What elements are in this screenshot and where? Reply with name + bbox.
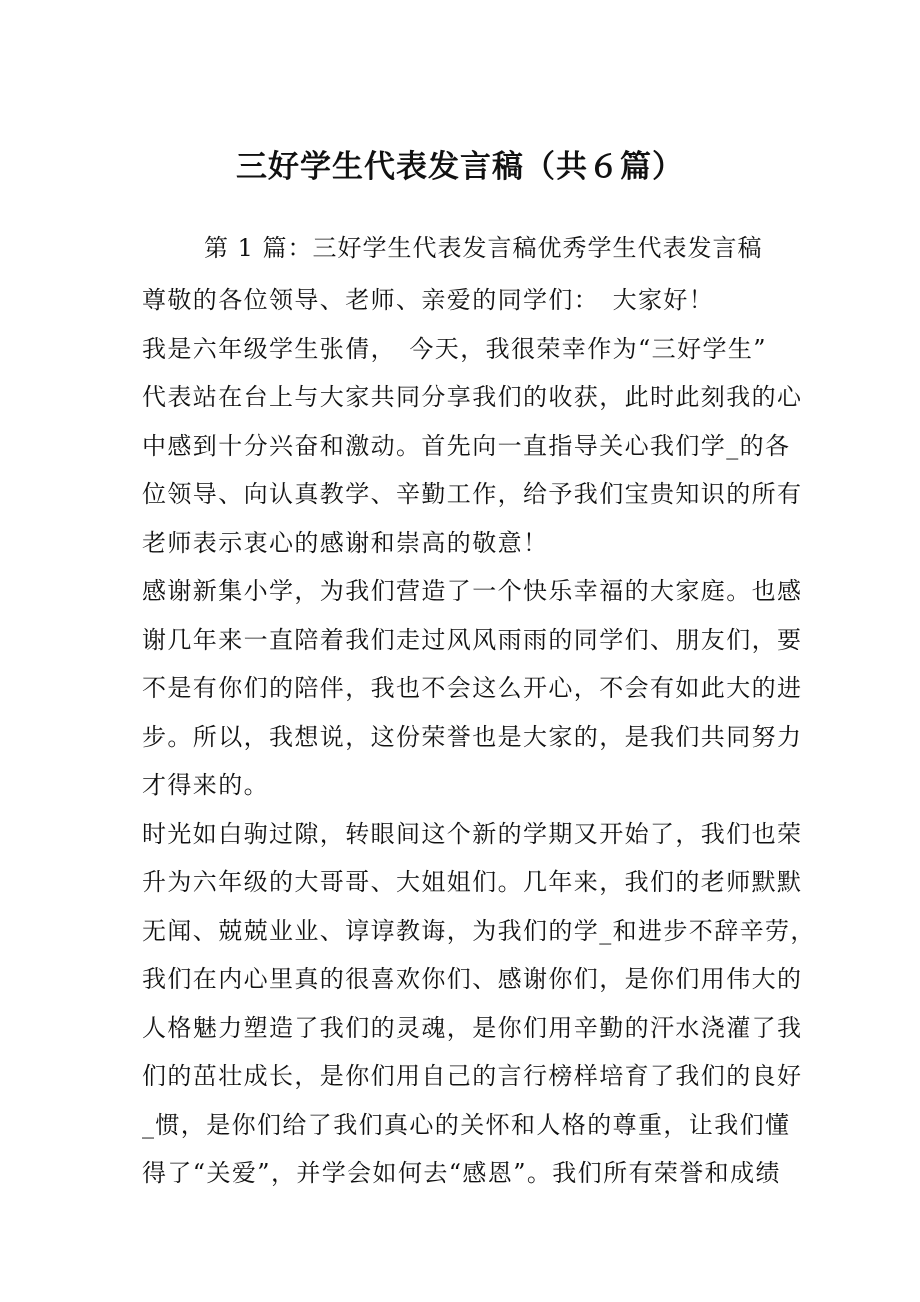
body-line: 代表站在台上与大家共同分享我们的收获，此时此刻我的心 [142,383,803,411]
body-line: 步。所以，我想说，这份荣誉也是大家的，是我们共同努力 [142,722,803,751]
body-line: 谢几年来一直陪着我们走过风风雨雨的同学们、朋友们，要 [142,625,803,654]
body-line: 升为六年级的大哥哥、大姐姐们。几年来，我们的老师默默 [142,868,803,896]
body-line: 时光如白驹过隙，转眼间这个新的学期又开始了，我们也荣 [142,819,803,848]
body-line: 中感到十分兴奋和激动。首先向一直指导关心我们学_的各 [142,431,791,460]
body-line: 得了“关爱”，并学会如何去“感恩”。我们所有荣誉和成绩 [142,1159,781,1187]
body-line: 无闻、兢兢业业、谆谆教诲，为我们的学_和进步不辞辛劳， [142,916,816,945]
body-line: 感谢新集小学，为我们营造了一个快乐幸福的大家庭。也感 [142,577,803,605]
body-line: _惯，是你们给了我们真心的关怀和人格的尊重，让我们懂 [142,1110,791,1139]
document-title: 三好学生代表发言稿（共６篇） [236,149,684,185]
body-line: 我是六年级学生张倩， 今天，我很荣幸作为“三好学生” [142,334,767,363]
body-line: 人格魅力塑造了我们的灵魂，是你们用辛勤的汗水浇灌了我 [142,1013,803,1042]
document-body [142,276,816,1198]
body-line: 尊敬的各位领导、老师、亲爱的同学们： 大家好！ [142,286,715,314]
body-line: 老师表示衷心的感谢和崇高的敬意！ [142,528,549,557]
body-line: 才得来的。 [142,771,269,799]
body-line: 不是有你们的陪伴，我也不会这么开心，不会有如此大的进 [142,674,803,702]
body-line: 们的茁壮成长，是你们用自己的言行榜样培育了我们的良好 [142,1062,803,1090]
body-line: 我们在内心里真的很喜欢你们、感谢你们，是你们用伟大的 [142,965,803,993]
body-line: 位领导、向认真教学、辛勤工作，给予我们宝贵知识的所有 [142,480,803,508]
document-subtitle: 第 1 篇：三好学生代表发言稿优秀学生代表发言稿 [204,234,763,262]
